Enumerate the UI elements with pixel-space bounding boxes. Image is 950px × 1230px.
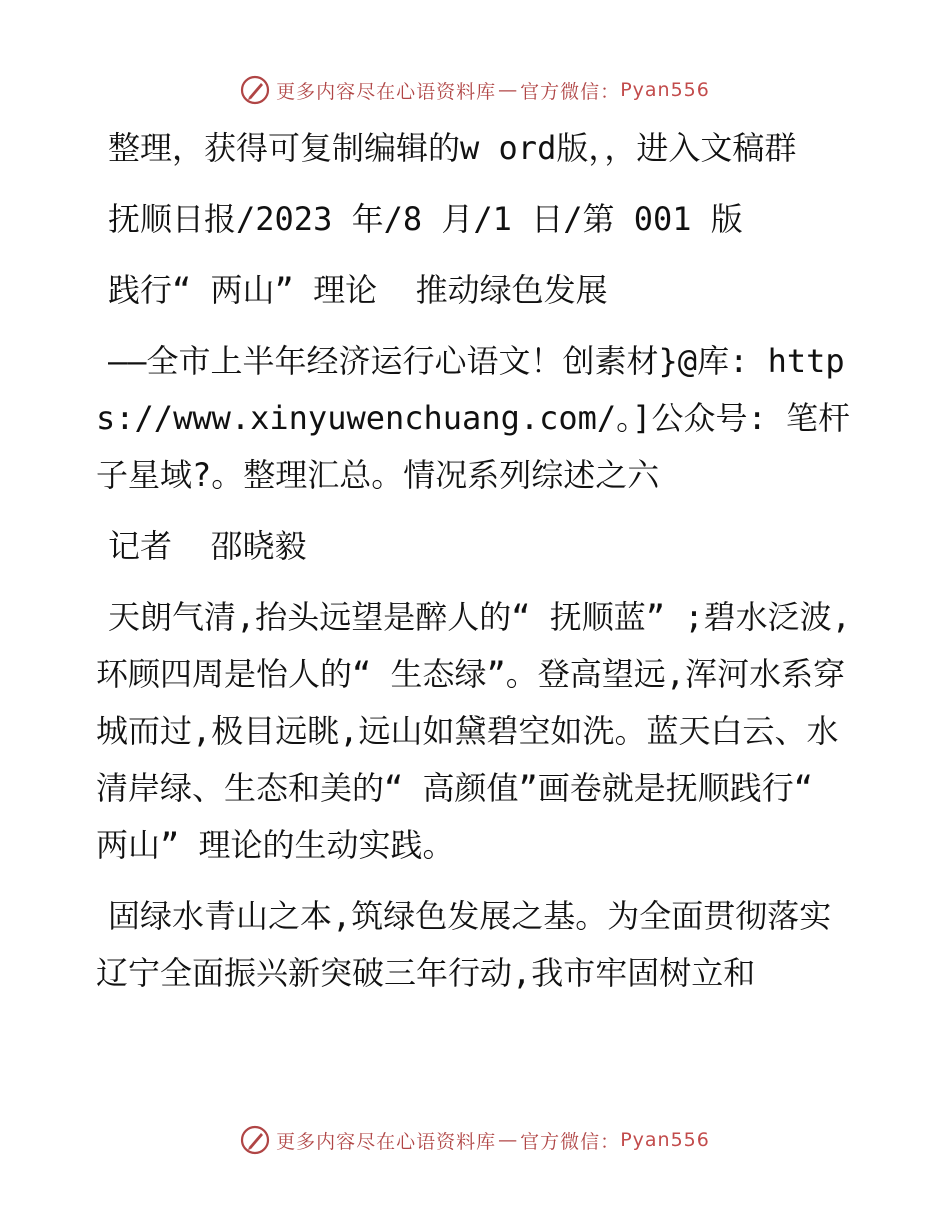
header-watermark-banner xyxy=(0,70,950,110)
banner-wechat-handle: Pyan556 xyxy=(620,1129,710,1151)
quill-pen-logo-icon xyxy=(240,1125,270,1155)
quill-pen-logo-icon xyxy=(240,75,270,105)
banner-official-label: 官方微信： xyxy=(520,1130,621,1153)
banner-wechat-handle: Pyan556 xyxy=(620,79,710,101)
banner-separator: — xyxy=(498,1129,519,1151)
article-byline: 记者 邵晓毅 xyxy=(108,527,307,565)
article-title: 践行“ 两山” 理论 推动绿色发展 xyxy=(108,271,608,309)
banner-text: 更多内容尽在心语资料库 xyxy=(276,80,497,103)
banner-separator: — xyxy=(498,79,519,101)
article-subtitle: ——全市上半年经济运行心语文！创素材}@库: https://www.xinyuwenchuang.com/。]公众号: 笔杆子星域?。整理汇总。情况系列综述之六 xyxy=(96,342,850,494)
banner-official-label: 官方微信： xyxy=(520,80,621,103)
banner-text: 更多内容尽在心语资料库 xyxy=(276,1130,497,1153)
paragraph-body-2: 固绿水青山之本,筑绿色发展之基。为全面贯彻落实辽宁全面振兴新突破三年行动,我市牢固树立和 xyxy=(96,897,832,992)
paragraph-body-1: 天朗气清,抬头远望是醉人的“ 抚顺蓝” ;碧水泛波,环顾四周是怡人的“ 生态绿”。登高望远,浑河水系穿城而过,极目远眺,远山如黛碧空如洗。蓝天白云、水清岸绿、生态和美的“ 高颜值”画卷就是抚顺践行“ 两山” 理论的生动实践。 xyxy=(96,598,851,864)
document-body xyxy=(96,120,856,1016)
paragraph-source: 抚顺日报/2023 年/8 月/1 日/第 001 版 xyxy=(108,200,743,238)
footer-watermark-banner xyxy=(0,1120,950,1160)
paragraph-note: 整理，获得可复制编辑的w ord版，，进入文稿群 xyxy=(108,129,797,167)
